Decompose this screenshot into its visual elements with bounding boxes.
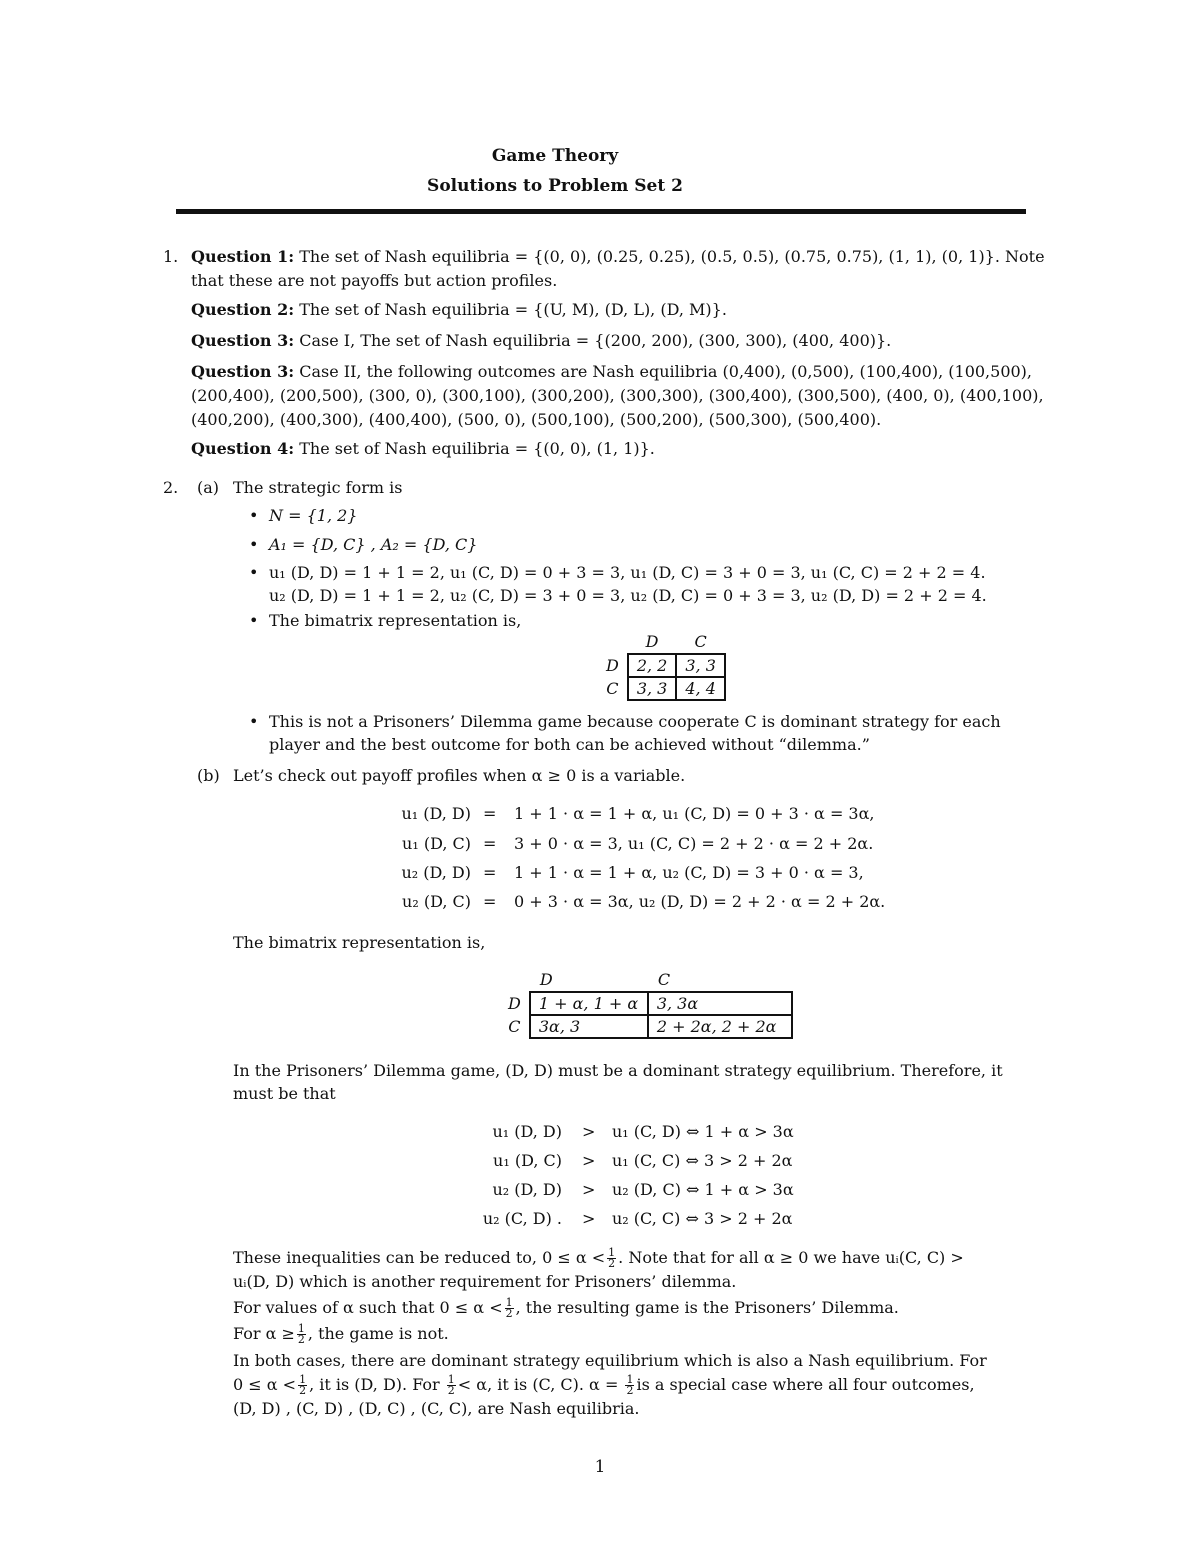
ineq3-lhs: u₂ (D, D) (492, 1180, 562, 1199)
bimatrix-2-row-header: C (508, 1017, 521, 1036)
eq1-op: = (483, 804, 497, 823)
fraction-one-half: $\frac{1}{2}$ (505, 1296, 513, 1320)
ineq3-op: > (582, 1180, 596, 1199)
bullet-4-marker: • (249, 611, 259, 630)
q3a-line (191, 330, 891, 352)
fraction-one-half: $\frac{1}{2}$ (626, 1373, 634, 1397)
q1-text: The set of Nash equilibria = {(0, 0), (0.25, 0.25), (0.5, 0.5), (0.75, 0.75), (1, 1), (0, 1)}. Note (299, 247, 1045, 266)
eq3-rhs: 1 + 1 · α = 1 + α, u₂ (C, D) = 3 + 0 · α = 3, (514, 863, 864, 882)
title-rule (176, 209, 1026, 214)
bullet-2-text: A₁ = {D, C} , A₂ = {D, C} (269, 535, 478, 554)
q3b-line-3: (400,200), (400,300), (400,400), (500, 0), (500,100), (500,200), (500,300), (500,400). (191, 410, 882, 429)
bullet-1-text: N = {1, 2} (269, 506, 358, 525)
bimatrix-1-col-header: D (645, 632, 659, 651)
for-text-a: For α ≥ (233, 1324, 295, 1343)
ineq2-lhs: u₁ (D, C) (493, 1151, 562, 1170)
bimatrix-1-cell: 4, 4 (676, 677, 725, 700)
ineq-reduce-text-b: . Note that for all α ≥ 0 we have uᵢ(C, C) > (618, 1248, 964, 1267)
eq3-lhs: u₂ (D, D) (401, 863, 471, 882)
ineq-requirement-line: uᵢ(D, D) which is another requirement for Prisoners’ dilemma. (233, 1272, 737, 1291)
eq4-op: = (483, 892, 497, 911)
bullet-4-text: The bimatrix representation is, (269, 611, 522, 630)
both-text-a: 0 ≤ α < (233, 1375, 297, 1394)
page-number: 1 (594, 1457, 606, 1477)
q2-line (191, 299, 727, 321)
pd-line-1: In the Prisoners’ Dilemma game, (D, D) must be a dominant strategy equilibrium. Therefore, it (233, 1061, 1003, 1080)
bimatrix-1 (598, 630, 726, 701)
problem-1-number: 1. (163, 247, 179, 266)
bullet-5-marker: • (249, 712, 259, 731)
bimatrix-2 (500, 968, 793, 1039)
ineq-reduce-line (233, 1247, 964, 1269)
part-a-intro: The strategic form is (233, 478, 403, 497)
ineq1-op: > (582, 1122, 596, 1141)
q3b-line-2: (200,400), (200,500), (300, 0), (300,100), (300,200), (300,300), (300,400), (300,500), (400, 0), (400,100), (191, 386, 1044, 405)
eq1-lhs: u₁ (D, D) (401, 804, 471, 823)
bullet-2-marker: • (249, 535, 259, 554)
bullet-3-marker: • (249, 563, 259, 582)
part-b-label: (b) (197, 766, 220, 785)
bimatrix-1-cell: 3, 3 (628, 677, 677, 700)
part-a-label: (a) (197, 478, 220, 497)
fraction-one-half: $\frac{1}{2}$ (299, 1373, 307, 1397)
problem-2-number: 2. (163, 478, 179, 497)
eq4-lhs: u₂ (D, C) (402, 892, 471, 911)
fraction-one-half: $\frac{1}{2}$ (447, 1373, 455, 1397)
q1-label: Question 1: (191, 247, 295, 266)
bimatrix-1-col-header: C (694, 632, 707, 651)
bullet-5-line-2: player and the best outcome for both can be achieved without “dilemma.” (269, 735, 870, 754)
q3b-line-1 (191, 361, 1032, 383)
ineq4-rhs: u₂ (C, C) ⇔ 3 > 2 + 2α (612, 1209, 793, 1228)
q3a-text: Case I, The set of Nash equilibria = {(200, 200), (300, 300), (400, 400)}. (299, 331, 892, 350)
bimatrix-2-col-header: D (539, 970, 553, 989)
bimatrix-1-cell: 3, 3 (676, 654, 725, 677)
q3b-label: Question 3: (191, 362, 295, 381)
document-title: Game Theory (491, 146, 619, 166)
both-text-b: , it is (D, D). For (309, 1375, 440, 1394)
both-cases-line-1: In both cases, there are dominant strategy equilibrium which is also a Nash equilibrium. For (233, 1351, 987, 1370)
bimatrix-2-cell: 2 + 2α, 2 + 2α (648, 1015, 792, 1038)
q4-text: The set of Nash equilibria = {(0, 0), (1, 1)}. (299, 439, 655, 458)
bullet-3-line-1: u₁ (D, D) = 1 + 1 = 2, u₁ (C, D) = 0 + 3 = 3, u₁ (D, C) = 3 + 0 = 3, u₁ (C, C) = 2 + 2 = 4. (269, 563, 986, 582)
ineq2-op: > (582, 1151, 596, 1170)
values-line (233, 1297, 899, 1319)
q2-text: The set of Nash equilibria = {(U, M), (D, L), (D, M)}. (299, 300, 727, 319)
values-text-b: , the resulting game is the Prisoners’ Dilemma. (515, 1298, 899, 1317)
both-cases-line-2 (233, 1374, 975, 1396)
bullet-1-marker: • (249, 506, 259, 525)
ineq1-rhs: u₁ (C, D) ⇔ 1 + α > 3α (612, 1122, 794, 1141)
ineq1-lhs: u₁ (D, D) (492, 1122, 562, 1141)
q4-line (191, 438, 655, 460)
eq2-op: = (483, 834, 497, 853)
bimatrix-1-row-header: D (606, 656, 619, 675)
q4-label: Question 4: (191, 439, 295, 458)
bimatrix-2-col-header: C (657, 970, 671, 989)
bimatrix-2-cell: 1 + α, 1 + α (530, 992, 648, 1015)
values-text-a: For values of α such that 0 ≤ α < (233, 1298, 503, 1317)
q1-line-2: that these are not payoffs but action profiles. (191, 271, 558, 290)
bimatrix-1-cell: 2, 2 (628, 654, 677, 677)
q3b-text-1: Case II, the following outcomes are Nash equilibria (0,400), (0,500), (100,400), (100,500), (299, 362, 1033, 381)
bimatrix-2-cell: 3, 3α (648, 992, 792, 1015)
q1-line-1 (191, 246, 1045, 268)
bullet-3-line-2: u₂ (D, D) = 1 + 1 = 2, u₂ (C, D) = 3 + 0 = 3, u₂ (D, C) = 0 + 3 = 3, u₂ (D, D) = 2 + 2 = 4. (269, 586, 987, 605)
ineq4-op: > (582, 1209, 596, 1228)
both-text-c: < α, it is (C, C). α = (457, 1375, 619, 1394)
part-b-intro: Let’s check out payoff profiles when α ≥ 0 is a variable. (233, 766, 686, 785)
ineq4-lhs: u₂ (C, D) . (482, 1209, 562, 1228)
for-alpha-line (233, 1323, 449, 1345)
eq2-lhs: u₁ (D, C) (402, 834, 471, 853)
both-text-d: is a special case where all four outcomes, (636, 1375, 975, 1394)
eq1-rhs: 1 + 1 · α = 1 + α, u₁ (C, D) = 0 + 3 · α = 3α, (514, 804, 875, 823)
bimatrix-2-cell: 3α, 3 (530, 1015, 648, 1038)
q2-label: Question 2: (191, 300, 295, 319)
bullet-5-line-1: This is not a Prisoners’ Dilemma game because cooperate C is dominant strategy for each (269, 712, 1001, 731)
fraction-one-half: $\frac{1}{2}$ (297, 1322, 305, 1346)
bimatrix-2-intro: The bimatrix representation is, (233, 933, 486, 952)
eq2-rhs: 3 + 0 · α = 3, u₁ (C, C) = 2 + 2 · α = 2 + 2α. (514, 834, 874, 853)
pd-line-2: must be that (233, 1084, 336, 1103)
fraction-one-half: $\frac{1}{2}$ (608, 1246, 616, 1270)
bimatrix-2-row-header: D (508, 994, 521, 1013)
both-cases-line-3: (D, D) , (C, D) , (D, C) , (C, C), are Nash equilibria. (233, 1399, 640, 1418)
ineq2-rhs: u₁ (C, C) ⇔ 3 > 2 + 2α (612, 1151, 793, 1170)
ineq-reduce-text-a: These inequalities can be reduced to, 0 ≤ α < (233, 1248, 606, 1267)
ineq3-rhs: u₂ (D, C) ⇔ 1 + α > 3α (612, 1180, 794, 1199)
for-text-b: , the game is not. (307, 1324, 449, 1343)
document-subtitle: Solutions to Problem Set 2 (427, 176, 683, 196)
q3a-label: Question 3: (191, 331, 295, 350)
bimatrix-1-row-header: C (606, 679, 619, 698)
eq4-rhs: 0 + 3 · α = 3α, u₂ (D, D) = 2 + 2 · α = 2 + 2α. (514, 892, 886, 911)
eq3-op: = (483, 863, 497, 882)
